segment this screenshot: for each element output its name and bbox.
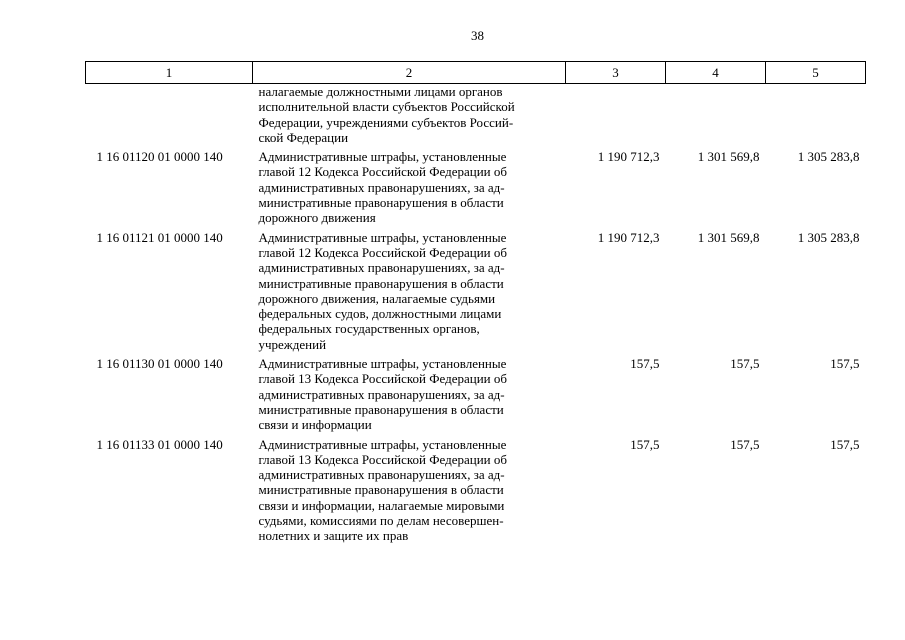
- row-code: 1 16 01130 01 0000 140: [96, 356, 223, 372]
- description-line: министративные правонарушения в области: [258, 401, 504, 417]
- table-row: [86, 84, 866, 150]
- row-amount-3: 157,5: [630, 356, 660, 372]
- description-line: административных правонарушениях, за ад-: [258, 467, 505, 483]
- row-amount-3: 157,5: [630, 436, 660, 452]
- description-line: налагаемые должностными лицами органов: [258, 84, 503, 99]
- description-line: Административные штрафы, установленные: [258, 229, 507, 245]
- description-line: административных правонарушениях, за ад-: [258, 260, 505, 276]
- row-amount-3: 1 190 712,3: [597, 229, 660, 245]
- description-line: связи и информации, налагаемые мировыми: [258, 497, 505, 513]
- row-code: 1 16 01120 01 0000 140: [96, 149, 223, 165]
- row-description: [253, 84, 566, 150]
- row-amount-5: 157,5: [830, 436, 860, 452]
- table-header: [86, 62, 866, 84]
- row-amount-3: [566, 84, 666, 150]
- description-line: федеральных государственных органов,: [258, 321, 480, 337]
- description-line: исполнительной власти субъектов Российской: [258, 99, 515, 115]
- budget-table: [85, 61, 866, 548]
- description-line: главой 13 Кодекса Российской Федерации об: [258, 451, 507, 467]
- row-description: [253, 149, 566, 229]
- description-line: Административные штрафы, установленные: [258, 149, 507, 165]
- row-code: [86, 84, 253, 150]
- table-row: [86, 356, 866, 436]
- row-description: [253, 230, 566, 356]
- description-line: главой 13 Кодекса Российской Федерации об: [258, 371, 507, 387]
- description-line: министративные правонарушения в области: [258, 195, 504, 211]
- description-line: главой 12 Кодекса Российской Федерации об: [258, 244, 507, 260]
- description-line: Федерации, учреждениями субъектов Россий-: [258, 114, 514, 130]
- description-line: Административные штрафы, установленные: [258, 356, 507, 372]
- description-line: связи и информации: [258, 417, 372, 433]
- description-line: министративные правонарушения в области: [258, 275, 504, 291]
- header-col-4: 4: [666, 62, 766, 84]
- description-line: федеральных судов, должностными лицами: [258, 306, 502, 322]
- table-body: [86, 84, 866, 548]
- row-code: 1 16 01121 01 0000 140: [96, 229, 223, 245]
- description-line: учреждений: [258, 336, 327, 352]
- description-line: дорожного движения, налагаемые судьями: [258, 290, 496, 306]
- row-description: [253, 437, 566, 548]
- description-line: министративные правонарушения в области: [258, 482, 504, 498]
- row-amount-3: 1 190 712,3: [597, 149, 660, 165]
- page-number: 38: [471, 28, 484, 43]
- description-line: главой 12 Кодекса Российской Федерации об: [258, 164, 507, 180]
- row-amount-4: 157,5: [730, 356, 760, 372]
- row-description: [253, 356, 566, 436]
- row-amount-4: 1 301 569,8: [697, 149, 760, 165]
- description-line: дорожного движения: [258, 210, 376, 226]
- table-row: [86, 149, 866, 229]
- row-amount-5: 1 305 283,8: [797, 149, 860, 165]
- description-line: административных правонарушениях, за ад-: [258, 179, 505, 195]
- row-amount-5: 157,5: [830, 356, 860, 372]
- row-amount-5: 1 305 283,8: [797, 229, 860, 245]
- row-amount-4: 157,5: [730, 436, 760, 452]
- description-line: нолетних и защите их прав: [258, 528, 409, 544]
- row-amount-4: [666, 84, 766, 150]
- description-line: Административные штрафы, установленные: [258, 436, 507, 452]
- row-amount-4: 1 301 569,8: [697, 229, 760, 245]
- description-line: административных правонарушениях, за ад-: [258, 386, 505, 402]
- table-row: [86, 437, 866, 548]
- description-line: судьями, комиссиями по делам несовершен-: [258, 513, 504, 529]
- row-amount-5: [766, 84, 866, 150]
- description-line: ской Федерации: [258, 129, 349, 145]
- header-col-5: 5: [766, 62, 866, 84]
- header-row: [86, 62, 866, 84]
- row-code: 1 16 01133 01 0000 140: [96, 436, 223, 452]
- header-col-2: 2: [253, 62, 566, 84]
- header-col-1: 1: [86, 62, 253, 84]
- table-row: [86, 230, 866, 356]
- header-col-3: 3: [566, 62, 666, 84]
